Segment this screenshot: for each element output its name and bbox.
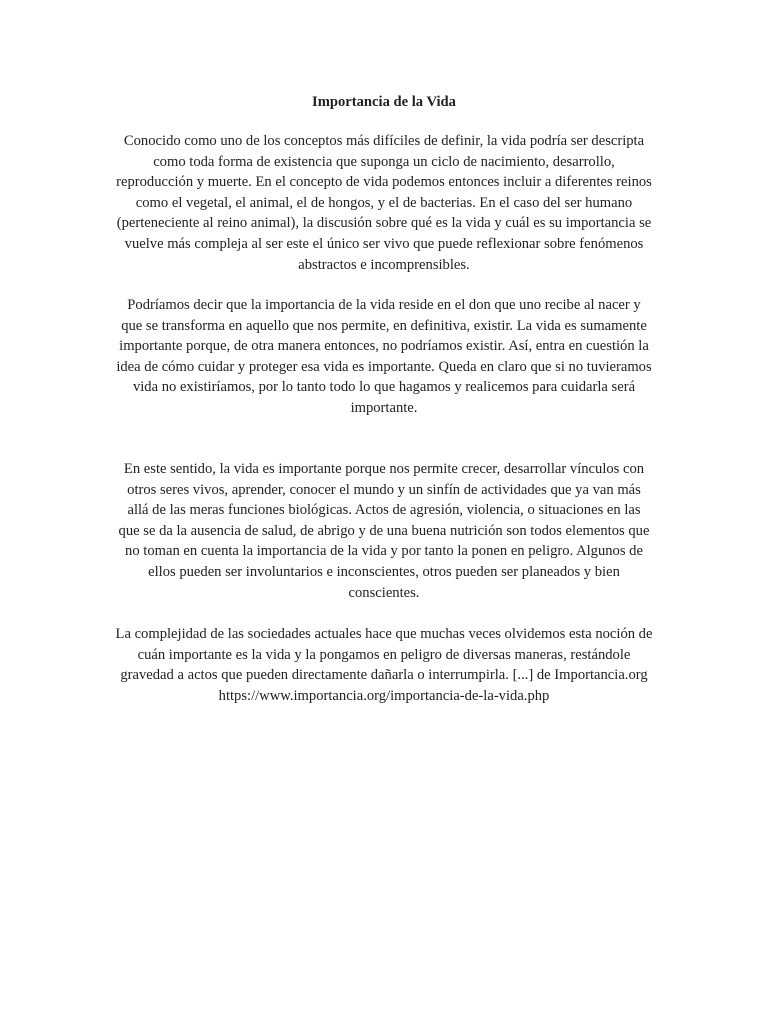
paragraph-line: que se transforma en aquello que nos permite, en definitiva, existir. La vida es sumamente	[121, 317, 647, 334]
paragraph-line: importante porque, de otra manera entonces, no podríamos existir. Así, entra en cuestión la	[119, 338, 649, 355]
paragraph-line: Podríamos decir que la importancia de la vida reside en el don que uno recibe al nacer y	[127, 297, 641, 313]
source-url: https://www.importancia.org/importancia-de-la-vida.php	[218, 687, 550, 704]
paragraph-line: Conocido como uno de los conceptos más difíciles de definir, la vida podría ser descripta	[123, 133, 645, 149]
paragraph-line: como toda forma de existencia que suponga un ciclo de nacimiento, desarrollo,	[153, 153, 615, 170]
paragraph-line: En este sentido, la vida es importante porque nos permite crecer, desarrollar vínculos con	[123, 461, 645, 477]
paragraph-line: gravedad a actos que pueden directamente dañarla o interrumpirla. [...] de Importancia.org	[120, 667, 648, 684]
document-title: Importancia de la Vida	[312, 94, 456, 110]
paragraph-line: conscientes.	[348, 584, 420, 601]
paragraph-line: reproducción y muerte. En el concepto de vida podemos entonces incluir a diferentes reinos	[116, 174, 652, 191]
paragraph-line: cuán importante es la vida y la pongamos en peligro de diversas maneras, restándole	[137, 646, 631, 663]
paragraph-line: no toman en cuenta la importancia de la vida y por tanto la ponen en peligro. Algunos de	[125, 543, 643, 560]
paragraph-line: ellos pueden ser involuntarios e inconscientes, otros pueden ser planeados y bien	[148, 563, 620, 580]
paragraph-3	[92, 459, 676, 603]
paragraph-4	[92, 624, 676, 706]
paragraph-line: vida no existiríamos, por lo tanto todo lo que hagamos y realicemos para cuidarla será	[132, 379, 636, 396]
paragraph-line: allá de las meras funciones biológicas. Actos de agresión, violencia, o situaciones en las	[127, 502, 641, 519]
paragraph-line: otros seres vivos, aprender, conocer el mundo y un sinfín de actividades que ya van más	[127, 481, 641, 498]
paragraph-line: La complejidad de las sociedades actuales hace que muchas veces olvidemos esta noción de	[115, 626, 653, 642]
paragraph-line: (perteneciente al reino animal), la discusión sobre qué es la vida y cuál es su importancia se	[116, 215, 652, 232]
paragraph-line: importante.	[350, 399, 418, 416]
paragraph-line: vuelve más compleja al ser este el único ser vivo que puede reflexionar sobre fenómenos	[124, 235, 644, 252]
paragraph-line: como el vegetal, el animal, el de hongos, y el de bacterias. En el caso del ser humano	[135, 194, 633, 211]
paragraph-line: que se da la ausencia de salud, de abrigo y de una buena nutrición son todos elementos que	[118, 522, 650, 539]
paragraph-line: abstractos e incomprensibles.	[298, 256, 470, 273]
paragraph-2	[92, 295, 676, 419]
paragraph-1	[92, 131, 676, 275]
paragraph-line: idea de cómo cuidar y proteger esa vida es importante. Queda en claro que si no tuvieramos	[116, 358, 652, 375]
